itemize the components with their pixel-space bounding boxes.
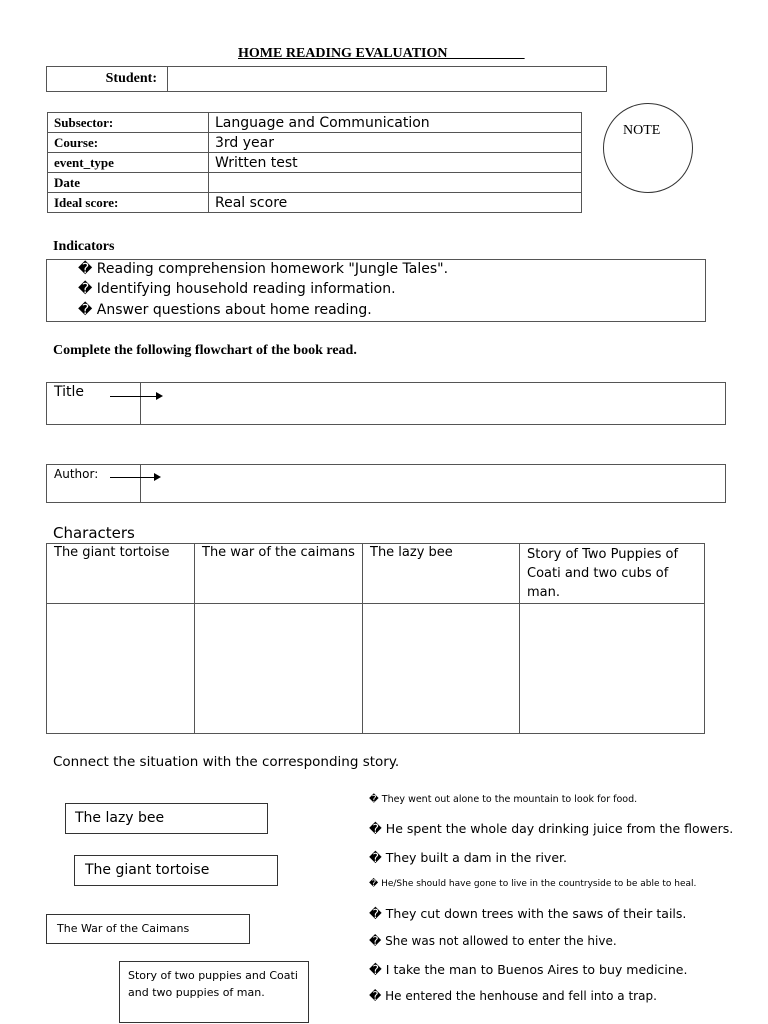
story-box[interactable] <box>46 914 250 944</box>
story-label: The War of the Caimans <box>57 922 190 935</box>
note-circle <box>603 103 693 193</box>
characters-header: The war of the caimans <box>195 544 363 604</box>
flowchart-instruction: Complete the following flowchart of the book read. <box>53 343 357 358</box>
story-label: The giant tortoise <box>85 862 210 878</box>
situation-item[interactable]: � I take the man to Buenos Aires to buy medicine. <box>369 962 688 977</box>
student-label: Student: <box>47 67 168 92</box>
arrow-right-icon <box>110 477 159 478</box>
story-box[interactable] <box>74 855 278 886</box>
story-label: Story of two puppies and Coati and two puppies of man. <box>128 969 298 999</box>
info-row: Ideal score: Real score <box>48 193 582 213</box>
student-table <box>46 66 607 92</box>
flow-author-divider <box>140 464 141 502</box>
story-box[interactable] <box>119 961 309 1023</box>
page-title: HOME READING EVALUATION___________ <box>238 46 525 61</box>
characters-cell[interactable] <box>195 604 363 734</box>
info-row: Course: 3rd year <box>48 133 582 153</box>
situation-item[interactable]: � They went out alone to the mountain to look for food. <box>369 794 638 805</box>
info-row: Subsector: Language and Communication <box>48 113 582 133</box>
flow-title-divider <box>140 382 141 424</box>
characters-heading: Characters <box>53 524 135 542</box>
info-table <box>47 112 582 213</box>
characters-header: Story of Two Puppies of Coati and two cubs of man. <box>520 544 705 604</box>
indicator-item: � Reading comprehension homework "Jungle Tales". <box>78 261 449 277</box>
student-field[interactable] <box>168 67 607 92</box>
flow-author-label: Author: <box>54 467 99 481</box>
indicators-heading: Indicators <box>53 239 115 254</box>
flow-author-input[interactable] <box>170 466 720 499</box>
info-row: Date <box>48 173 582 193</box>
situation-item[interactable]: � They built a dam in the river. <box>369 850 567 865</box>
characters-cell[interactable] <box>520 604 705 734</box>
situation-item[interactable]: � She was not allowed to enter the hive. <box>369 934 617 948</box>
story-label: The lazy bee <box>75 810 165 826</box>
situation-item[interactable]: � He/She should have gone to live in the countryside to be able to heal. <box>369 879 697 889</box>
situation-item[interactable]: � He spent the whole day drinking juice from the flowers. <box>369 821 734 836</box>
info-row: event_type Written test <box>48 153 582 173</box>
arrow-right-icon <box>110 396 161 397</box>
indicator-item: � Identifying household reading information. <box>78 281 396 297</box>
flow-title-label: Title <box>54 384 85 400</box>
note-label: NOTE <box>623 123 661 138</box>
story-box[interactable] <box>65 803 268 834</box>
connect-instruction: Connect the situation with the corresponding story. <box>53 754 400 770</box>
flow-title-input[interactable] <box>170 384 720 420</box>
characters-cell[interactable] <box>47 604 195 734</box>
characters-table <box>46 543 705 734</box>
situation-item[interactable]: � He entered the henhouse and fell into a trap. <box>369 989 657 1003</box>
characters-cell[interactable] <box>363 604 520 734</box>
indicator-item: � Answer questions about home reading. <box>78 302 372 318</box>
characters-header: The lazy bee <box>363 544 520 604</box>
situation-item[interactable]: � They cut down trees with the saws of their tails. <box>369 906 687 921</box>
characters-header: The giant tortoise <box>47 544 195 604</box>
